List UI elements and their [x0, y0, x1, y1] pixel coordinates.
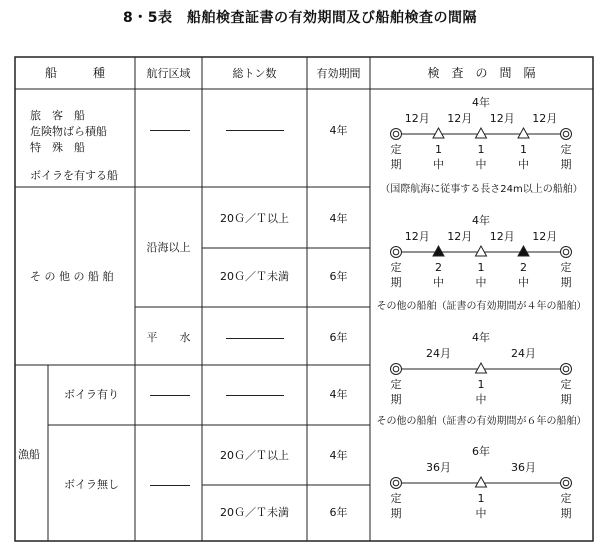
diagram-3-node-top-label: 1	[477, 378, 485, 391]
diagram-2-node-bottom-label: 中	[475, 276, 487, 289]
diagram-4-node-bottom-label: 期	[390, 507, 402, 520]
row-dangerous-goods-ship: 危険物ばら積船	[30, 125, 107, 138]
validity-1: 4年	[329, 124, 348, 137]
header-gross-tonnage: 総トン数	[232, 67, 277, 80]
tonnage-over-20-a: 20Ｇ／Ｔ以上	[220, 212, 289, 225]
tonnage-over-20-b: 20Ｇ／Ｔ以上	[220, 449, 289, 462]
diagram-1-node-top-label: 定	[390, 143, 402, 156]
note-other-4yr: その他の船舶（証書の有効期間が４年の船舶）	[376, 301, 587, 312]
diagram-4-node-bottom-label: 期	[560, 507, 572, 520]
header-navigation-area: 航行区域	[146, 67, 191, 80]
diagram-2-segment-label: 12月	[404, 230, 430, 243]
row-passenger-ship: 旅 客 船	[30, 109, 85, 122]
validity-4: 6年	[329, 331, 348, 344]
area-coastal: 沿海以上	[146, 241, 191, 254]
row-fishing-ship: 漁船	[18, 448, 40, 461]
diagram-2-node-bottom-label: 中	[433, 276, 444, 289]
diagram-3-node-bottom-label: 中	[475, 393, 487, 406]
diagram-2-segment-label: 12月	[489, 230, 515, 243]
validity-5: 4年	[329, 388, 348, 401]
diagram-2-node-top-label: 2	[520, 261, 527, 274]
tonnage-under-20-b: 20Ｇ／Ｔ未満	[220, 506, 289, 519]
page-title: 8・5表 船舶検査証書の有効期間及び船舶検査の間隔	[123, 10, 477, 26]
diagram-3-node-top-label: 定	[560, 378, 572, 391]
diagram-1-total: 4年	[472, 96, 490, 109]
diagram-1-node-top-label: 1	[520, 143, 527, 156]
note-international: （国際航海に従事する長さ24m以上の船舶）	[380, 184, 583, 195]
diagram-2-node-bottom-label: 期	[560, 276, 572, 289]
row-other-ships: そ の 他 の 船 舶	[30, 270, 114, 283]
row-boiler-ship: ボイラを有する船	[30, 169, 118, 182]
diagram-2-node-top-label: 定	[390, 261, 402, 274]
note-other-6yr: その他の船舶（証書の有効期間が６年の船舶）	[376, 416, 587, 427]
row-special-ship: 特 殊 船	[30, 141, 85, 154]
diagram-3-segment-label: 24月	[511, 347, 536, 360]
diagram-3-node-bottom-label: 期	[390, 393, 402, 406]
diagram-4-total: 6年	[472, 445, 490, 458]
diagram-3-segment-label: 24月	[426, 347, 451, 360]
diagram-1-node-top-label: 定	[560, 143, 572, 156]
validity-6: 4年	[329, 449, 348, 462]
header-ship-type: 船 種	[44, 66, 105, 80]
diagram-2-segment-label: 12月	[447, 230, 473, 243]
triangle-icon	[476, 477, 487, 487]
diagram-2-node-bottom-label: 中	[518, 276, 529, 289]
area-smooth-water: 平 水	[146, 331, 191, 344]
validity-3: 6年	[329, 270, 348, 283]
diagram-1-node-bottom-label: 中	[433, 158, 444, 171]
diagram-4-segment-label: 36月	[426, 461, 451, 474]
tonnage-under-20-a: 20Ｇ／Ｔ未満	[220, 270, 289, 283]
diagram-4-node-top-label: 1	[477, 492, 485, 505]
diagram-4-node-top-label: 定	[560, 492, 572, 505]
double-circle-icon	[391, 478, 402, 489]
diagram-1-segment-label: 12月	[489, 112, 515, 125]
diagram-1-node-bottom-label: 期	[390, 158, 402, 171]
diagram-3-node-top-label: 定	[390, 378, 402, 391]
diagram-1-node-top-label: 1	[435, 143, 442, 156]
diagram-2-total: 4年	[472, 214, 490, 227]
row-without-boiler: ボイラ無し	[64, 478, 119, 491]
diagram-1-node-top-label: 1	[477, 143, 485, 156]
diagram-1-node-bottom-label: 中	[518, 158, 529, 171]
header-validity: 有効期間	[316, 67, 361, 80]
diagram-1-segment-label: 12月	[532, 112, 558, 125]
diagram-1-node-bottom-label: 中	[475, 158, 487, 171]
diagram-2-node-top-label: 定	[560, 261, 572, 274]
diagram-2-node-top-label: 2	[435, 261, 442, 274]
diagram-3-total: 4年	[472, 331, 490, 344]
diagram-2-node-top-label: 1	[477, 261, 485, 274]
diagram-4-node-bottom-label: 中	[475, 507, 487, 520]
diagram-2-segment-label: 12月	[532, 230, 558, 243]
diagram-1-segment-label: 12月	[404, 112, 430, 125]
diagram-2-node-bottom-label: 期	[390, 276, 402, 289]
diagram-1-segment-label: 12月	[447, 112, 473, 125]
row-with-boiler: ボイラ有り	[64, 388, 119, 401]
diagram-1-node-bottom-label: 期	[560, 158, 572, 171]
validity-2: 4年	[329, 212, 348, 225]
validity-7: 6年	[329, 506, 348, 519]
double-circle-icon	[561, 478, 572, 489]
diagram-4-segment-label: 36月	[511, 461, 536, 474]
header-inspection-interval: 検 査 の 間 隔	[427, 66, 536, 80]
diagram-4-node-top-label: 定	[390, 492, 402, 505]
diagram-3-node-bottom-label: 期	[560, 393, 572, 406]
